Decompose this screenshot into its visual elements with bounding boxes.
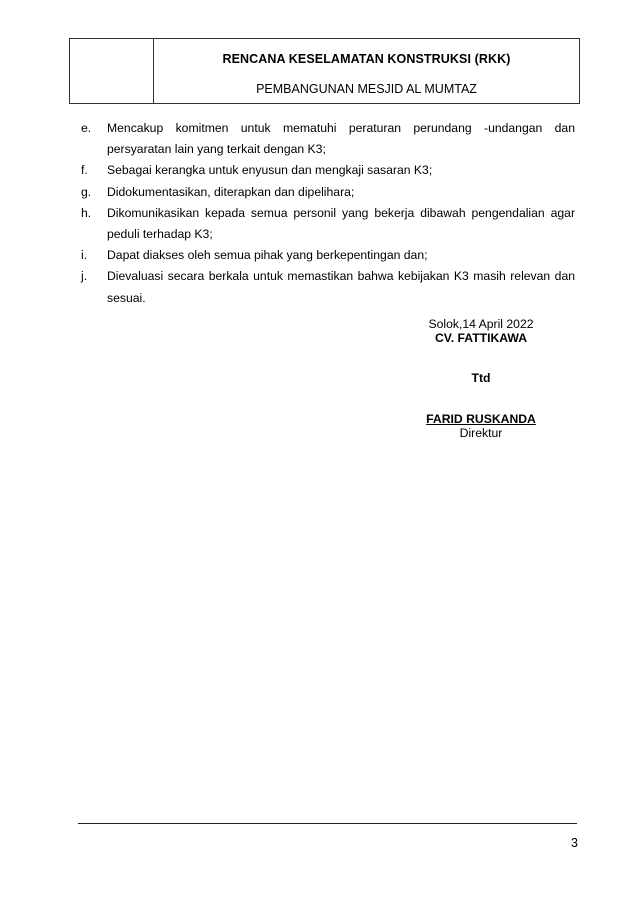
list-item (81, 245, 575, 266)
signature-ttd: Ttd (471, 371, 491, 385)
header-logo-cell (70, 39, 154, 103)
signatory-role: Direktur (459, 426, 503, 440)
policy-list (81, 118, 575, 309)
page-number: 3 (571, 836, 578, 850)
header-text-cell (154, 39, 579, 103)
list-item (81, 160, 575, 181)
list-marker: f. (81, 163, 88, 178)
list-item-text: Dapat diakses oleh semua pihak yang berkepentingan dan; (107, 248, 428, 263)
list-item (81, 182, 575, 203)
list-item-text: Dievaluasi secara berkala untuk memastikan bahwa kebijakan K3 masih relevan dan sesuai. (107, 269, 575, 305)
list-marker: h. (81, 205, 92, 220)
list-item-text: Didokumentasikan, diterapkan dan dipelihara; (107, 184, 355, 199)
list-item (81, 118, 575, 160)
list-item-text: Sebagai kerangka untuk enyusun dan mengkaji sasaran K3; (107, 163, 433, 178)
list-marker: j. (81, 269, 88, 284)
signature-place-date: Solok,14 April 2022 (428, 317, 534, 331)
document-title: RENCANA KESELAMATAN KONSTRUKSI (RKK) (222, 52, 511, 66)
signature-company: CV. FATTIKAWA (434, 331, 528, 345)
header-table (69, 38, 580, 104)
list-marker: i. (81, 248, 88, 263)
signatory-name: FARID RUSKANDA (426, 412, 536, 426)
list-marker: g. (81, 184, 92, 199)
footer-divider (78, 823, 577, 824)
list-item-text: Dikomunikasikan kepada semua personil yang bekerja dibawah pengendalian agar peduli terhadap K3; (107, 205, 575, 242)
list-item (81, 203, 575, 245)
project-name: PEMBANGUNAN MESJID AL MUMTAZ (256, 82, 477, 96)
list-marker: e. (81, 121, 92, 135)
list-item-text: Mencakup komitmen untuk mematuhi peraturan perundang -undangan dan persyaratan lain yang terkait dengan K3; (107, 121, 575, 157)
list-item (81, 266, 575, 308)
